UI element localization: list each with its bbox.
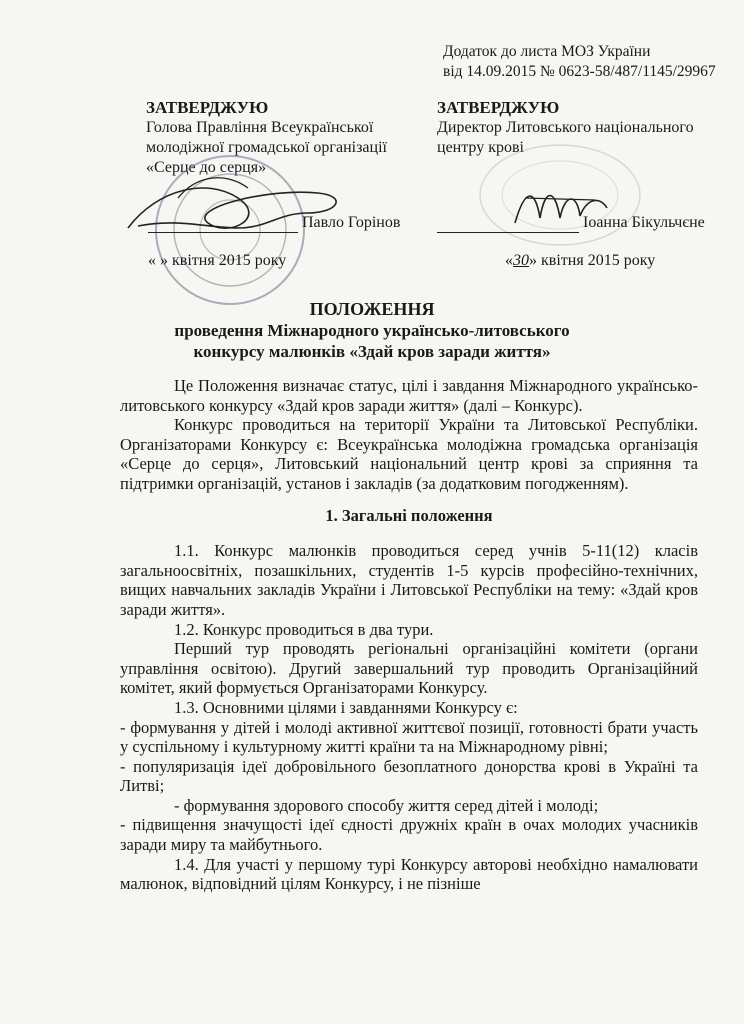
bullet-1: - формування у дітей і молоді активної життєвої позиції, готовності брати участь у суспільному і культурному житті країни та на Міжнародному рівні; [120,717,698,757]
annex-line-1: Додаток до листа МОЗ України [443,43,651,60]
intro-paragraph-2: Конкурс проводиться на території України та Литовської Республіки. Організаторами Конкурсу є: Всеукраїнська молодіжна громадська організація «Серце до серця», Литовський національний центр крові за сприяння та підтримки організацій, установ і закладів (за додатковим погодженням). [120,415,698,493]
clause-1-2-detail: Перший тур проводять регіональні організаційні комітети (органи управління освітою). Другий завершальний тур проводить Організаційний комітет, який формується Організаторами Конкурсу. [120,639,698,698]
signatory-name-left: Павло Горінов [302,214,401,231]
approval-position-line-1: Голова Правління Всеукраїнської [146,119,374,136]
approval-position-line-2: молодіжної громадської організації [146,139,387,156]
bullet-3: - формування здорового способу життя серед дітей і молоді; [174,795,599,815]
date-day-right: 30 [513,252,529,269]
approval-position-line-2: центру крові [437,139,524,156]
annex-line-2: від 14.09.2015 № 0623-58/487/1145/29967 [443,63,716,80]
clause-1-2: 1.2. Конкурс проводиться в два тури. [174,619,434,639]
signature-underline-right [437,232,579,233]
intro-paragraph-1: Це Положення визначає статус, цілі і завдання Міжнародного українсько-литовського конкурсу «Здай кров заради життя» (далі – Конкурс). [120,376,698,415]
clause-1-3: 1.3. Основними цілями і завданнями Конкурсу є: [174,697,518,717]
date-right: «30» квітня 2015 року [505,252,656,269]
bullet-2: - популяризація ідеї добровільного безоплатного донорства крові в Україні та Литві; [120,756,698,796]
approval-position-line-1: Директор Литовського національного [437,119,694,136]
title-line-3: конкурсу малюнків «Здай кров заради життя» [193,342,551,361]
signatory-name-right: Іоанна Бікульчєне [583,214,705,231]
document-title [100,299,644,362]
document-body [120,376,698,894]
title-line-2: проведення Міжнародного українсько-литовського [174,321,570,340]
signature-line-left [148,213,418,233]
clause-1-1: 1.1. Конкурс малюнків проводиться серед учнів 5-11(12) класів загальноосвітніх, позашкільних, студентів 1-5 курсів професійно-технічних, вищих навчальних закладів України і Литовської Республіки на тему: «Здай кров заради життя». [120,541,698,619]
approval-heading: ЗАТВЕРДЖУЮ [146,98,269,117]
date-rest-right: » квітня 2015 року [529,252,656,269]
date-left: « » квітня 2015 року [148,252,287,269]
bullet-4: - підвищення значущості ідеї єдності дружніх країн в очах молодих учасників заради миру та майбутнього. [120,815,698,855]
section-heading: 1. Загальні положення [325,505,493,525]
signature-line-right [437,213,737,233]
clause-1-4: 1.4. Для участі у першому турі Конкурсу авторові необхідно намалювати малюнок, відповідний цілям Конкурсу, і не пізніше [120,854,698,894]
title-line-1: ПОЛОЖЕННЯ [309,299,435,319]
approval-position-line-3: «Серце до серця» [146,159,267,176]
approval-heading: ЗАТВЕРДЖУЮ [437,98,560,117]
signature-underline-left [148,232,298,233]
annex-note [443,42,716,82]
